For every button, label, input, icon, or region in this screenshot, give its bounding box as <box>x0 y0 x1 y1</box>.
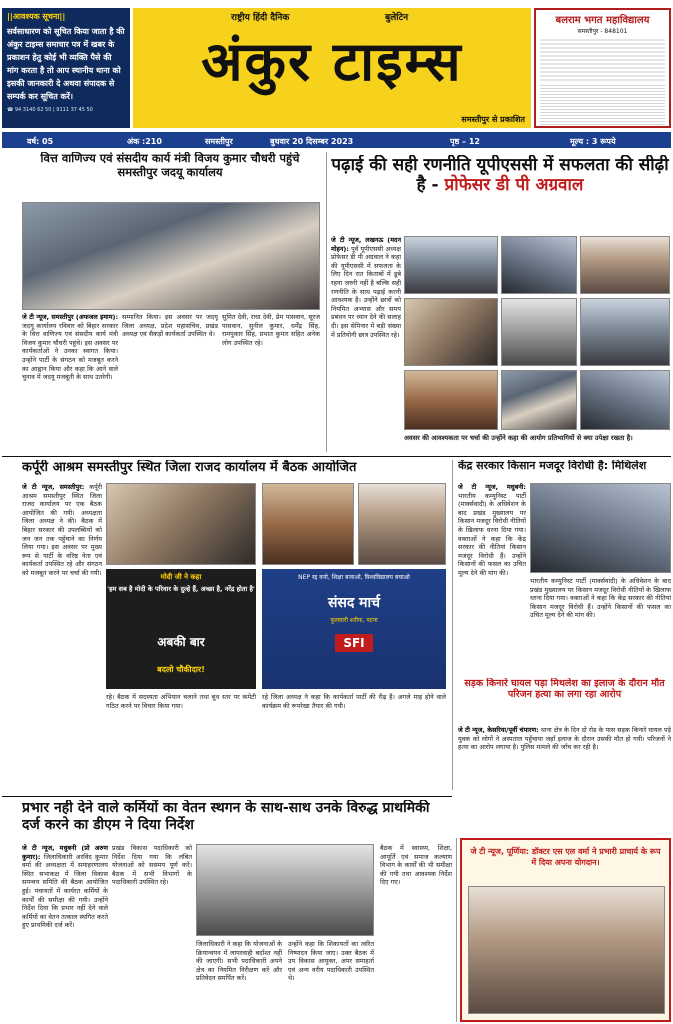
story2-photo <box>580 370 670 430</box>
poster-a-title: मोदी जी ने कहा <box>160 573 202 581</box>
issue-date: बुधवार 20 दिसम्बर 2023 <box>270 137 354 146</box>
story1-dateline: जे टी न्यूज, समस्तीपुर (अफजल इमाम): <box>22 313 118 321</box>
ad-text-block <box>540 85 665 125</box>
story4-headline: केंद्र सरकार किसान मजदूर विरोधी है: मिथिलेश <box>458 460 647 472</box>
ad-title: बलराम भगत महाविद्यालय <box>555 15 650 26</box>
story6-column-3: जिलाधिकारी ने कहा कि योजनाओं के क्रियान्वयन में लापरवाही बर्दाश्त नहीं की जाएगी। सभी पदाधिकारी अपने क्षेत्र का नियमित निरीक्षण करें और प्रतिवेदन समर्पित करें। <box>196 940 282 983</box>
story3-photo <box>106 483 256 565</box>
story2-photo <box>404 298 498 366</box>
notice-title: ||आवश्यक सूचना|| <box>7 12 66 21</box>
story2-headline-main: पढ़ाई की सही रणनीति यूपीएससी में सफलता की सीढ़ी है - <box>331 155 669 196</box>
info-bar <box>2 132 671 148</box>
story2-headline-red: प्रोफेसर डी पी अग्रवाल <box>444 175 584 196</box>
college-ad <box>534 8 671 128</box>
story2-photo <box>580 236 670 294</box>
ad-subtitle: समस्तीपुर - 848101 <box>577 28 628 35</box>
story4-column-2: भारतीय कम्युनिस्ट पार्टी (मार्क्सवादी) के अधिवेशन के बाद प्रखंड मुख्यालय पर किसान मजदूर विरोधी नीतियों के खिलाफ धरना दिया गया। वक्ताओं ने कहा कि केंद्र सरकार की नीतियां किसान मजदूर विरोधी हैं। उन्होंने किसानों की फसल का उचित मूल्य देने की मांग की। <box>530 577 671 620</box>
story4-photo <box>530 483 671 573</box>
poster-a-main: अबकी बार <box>157 635 205 649</box>
story2-photo <box>501 370 577 430</box>
story6-body: जिलाधिकारी अरविंद कुमार वर्मा की अध्यक्षता में समाहरणालय स्थित सभाकक्ष में जिला विकास समन्वय समिति की बैठक आयोजित हुई। पंचायतों में कार्यरत कर्मियों के कार्यों की समीक्षा की गयी। उन्होंने निर्देश दिया कि प्रभार नहीं देने वाले कर्मियों का वेतन तत्काल स्थगित करते हुए प्राथमिकी दर्ज करें। <box>22 852 108 930</box>
story1-body: जदयू कार्यालय रविवार को बिहार सरकार के वित्त वाणिज्य एवं संसदीय कार्य मंत्री विजय कुमार चौधरी पहुंचे। इस अवसर पर कार्यकर्ताओं ने उनका स्वागत किया। उन्होंने पार्टी के संगठन को मजबूत करने का आह्वान किया और कहा कि आने वाले चुनाव में जदयू मजबूती के साथ उतरेगी। <box>22 321 118 382</box>
story6-column-5: बैठक में स्वास्थ्य, शिक्षा, आपूर्ति एवं समाज कल्याण विभाग के कार्यों की भी समीक्षा की गयी तथा आवश्यक निर्देश दिए गए। <box>380 844 452 887</box>
poster-modi <box>106 569 256 689</box>
story5-dateline: जे टी न्यूज, केसरिया/पूर्वी चंपारण: <box>458 726 539 734</box>
story3-column-3: रहे जिला अध्यक्ष ने कहा कि कार्यकर्ता पार्टी की रीढ़ हैं। अगले माह होने वाले कार्यक्रम की रूपरेखा तैयार की गयी। <box>262 693 446 710</box>
story3-column-2: रहे। बैठक में सदस्यता अभियान चलाने तथा बूथ स्तर पर कमेटी गठित करने पर विचार किया गया। <box>106 693 256 710</box>
poster-a-subtitle: 'हम सब है मोदी के परिवार के दुल्हे हैं, अच्छा है, नरेंद्र होता है' <box>107 585 255 593</box>
story1-column-1 <box>22 313 118 455</box>
poster-b-logo: SFI <box>335 634 372 652</box>
story6-dateline: जे टी न्यूज, मधुबनी (प्रो अरुण कुमार): <box>22 844 108 861</box>
story2-photo <box>501 298 577 366</box>
story1-column-2: सम्मानित किया। इस अवसर पर जदयू जिला अध्यक्ष, प्रदेश महासचिव, प्रखंड अध्यक्ष एवं सैकड़ों कार्यकर्ता उपस्थित थे। <box>122 313 218 339</box>
story2-caption: अवसर की आवश्यकता पर चर्चा की उन्होंने कहा की आयोग प्रतिभागियों से क्या उपेक्षा रखता है। <box>404 434 633 442</box>
story1-column-3: सुमित देवी, राधा देवी, प्रेम पासवान, सूरज पासवान, सुनील कुमार, धर्मेंद्र सिंह, रामपुकार सिंह, प्रभात कुमार सहित अनेक लोग उपस्थित रहे। <box>222 313 320 347</box>
story2-photo <box>501 236 577 294</box>
divider <box>2 456 671 457</box>
story3-photo <box>262 483 354 565</box>
masthead-bulletin: बुलेटिन <box>385 13 409 23</box>
story5-headline: सड़क किनारे घायल पड़ा मिथलेश का इलाज के दौरान मौत परिजन हत्या का लगा रहा आरोप <box>464 678 665 701</box>
published-from: समस्तीपुर से प्रकाशित <box>461 115 525 124</box>
story5-column <box>458 726 671 834</box>
page-count: पृष्ठ – 12 <box>450 137 480 146</box>
story2-photo <box>580 298 670 366</box>
city-name: समस्तीपुर <box>205 137 233 146</box>
story2-body: पूर्व यूपीएससी अध्यक्ष प्रोफेसर डी पी अग्रवाल ने कहा की यूपीएससी में सफलता के लिए दिन रात किताबों में डूबे रहना जरुरी नहीं है बल्कि सही रणनीति के साथ पढ़ाई करनी आवश्यक है। उन्होंने छात्रों को नियमित अभ्यास और समय प्रबंधन पर ध्यान देने की सलाह दी। इस सेमिनार में बड़ी संख्या में प्रतियोगी छात्र उपस्थित रहे। <box>331 244 401 339</box>
story6-column-2: प्रखंड विकास पदाधिकारी को निर्देश दिया गया कि लंबित योजनाओं को ससमय पूर्ण करें। बैठक में सभी विभागों के पदाधिकारी उपस्थित रहे। <box>112 844 192 887</box>
story6-headline: प्रभार नही देने वाले कर्मियों का वेतन स्थगन के साथ-साथ उनके विरुद्ध प्राथमिकी दर्ज करने का डीएम ने दिया निर्देश <box>22 800 430 833</box>
poster-a-footer: बदलो चौकीदार! <box>157 665 205 674</box>
poster-b-subtitle: फुलवारी शरीफ, पटना <box>330 617 378 624</box>
story6-column-4: उन्होंने कहा कि शिकायतों का त्वरित निष्पादन किया जाए। उक्त बैठक में उप विकास आयुक्त, अपर समाहर्ता एवं अन्य वरीय पदाधिकारी उपस्थित थे। <box>288 940 374 983</box>
story4-body: भारतीय कम्युनिस्ट पार्टी (मार्क्सवादी) के अधिवेशन के बाद प्रखंड मुख्यालय पर किसान मजदूर विरोधी नीतियों के खिलाफ धरना दिया गया। वक्ताओं ने कहा कि केंद्र सरकार की नीतियां किसान मजदूर विरोधी हैं। उन्होंने किसानों की फसल का उचित मूल्य देने की मांग की। <box>458 491 526 577</box>
price: मूल्य : 3 रूपये <box>570 137 616 146</box>
story3-headline: कर्पूरी आश्रम समस्तीपुर स्थित जिला राजद कार्यालय में बैठक आयोजित <box>22 460 357 475</box>
notice-phones: ☎ 94 3140 62 50 | 9111 37 45 50 <box>7 107 93 113</box>
story2-column <box>331 236 401 436</box>
appointment-caption: जे टी न्यूज, पूर्णिया: डॉक्टर एस एल वर्मा ने प्रभारी प्राचार्य के रूप में दिया अपना योगदान। <box>470 847 661 867</box>
story2-photo <box>404 370 498 430</box>
appointment-box <box>460 838 671 1022</box>
issue-number: अंक :210 <box>127 137 162 146</box>
newspaper-title: अंकुर टाइम्स <box>201 29 463 93</box>
story4-column <box>458 483 526 673</box>
divider <box>452 460 453 790</box>
story1-headline: वित्त वाणिज्य एवं संसदीय कार्य मंत्री विजय कुमार चौधरी पहुंचे समस्तीपुर जदयू कार्यालय <box>40 152 300 179</box>
story3-photo <box>358 483 446 565</box>
notice-box <box>2 8 130 128</box>
story4-dateline: जे टी न्यूज, मधुबनी: <box>458 483 526 491</box>
story6-column-1 <box>22 844 108 1020</box>
divider <box>326 152 327 452</box>
poster-sansad-march <box>262 569 446 689</box>
story6-photo <box>196 844 374 936</box>
poster-b-title: संसद मार्च <box>327 595 381 611</box>
poster-b-top: NEP रद्द करो, शिक्षा बजाओ, विश्वविद्यालय बचाओ <box>298 574 410 581</box>
story2-photo <box>404 236 498 294</box>
story3-dateline: जे टी न्यूज, समस्तीपुर: <box>22 483 85 491</box>
story5-body: थाना क्षेत्र के दिन दो रोड के पास सड़क किनारे घायल पड़े युवक को लोगों ने अस्पताल पहुँचाया जहाँ इलाज के दौरान उसकी मौत हो गयी। परिजनों ने हत्या का आरोप लगाया है। पुलिस मामले की जाँच कर रही है। <box>458 726 671 752</box>
story3-column-1 <box>22 483 102 793</box>
divider <box>456 838 457 1022</box>
story1-photo <box>22 202 320 310</box>
notice-text: सर्वसाधारण को सूचित किया जाता है की अंकुर टाइम्स समाचार पत्र में खबर के प्रकाशन हेतु कोई भी व्यक्ति पैसे की मांग करता है तो आप स्थानीय थाना को इसकी जानकारी दे अथवा संपादक से सम्पर्क कर सूचित करें। <box>7 27 125 101</box>
appointment-photo <box>468 886 665 1014</box>
story3-body: कर्पूरी आश्रम समस्तीपुर स्थित जिला राजद कार्यालय पर एक बैठक आयोजित की गयी। अध्यक्षता जिला अध्यक्ष ने की। बैठक में बिहार सरकार की उपलब्धियों को जन जन तक पहुँचाने का निर्णय लिया गया। इस अवसर पर मुख्य रूप से पार्टी के वरिष्ठ नेता एवं कार्यकर्ता उपस्थित रहे और संगठन को मजबूत करने पर चर्चा की गयी। <box>22 483 102 577</box>
volume-year: वर्ष: 05 <box>27 137 54 146</box>
ad-text-block <box>540 39 665 81</box>
masthead <box>133 8 531 128</box>
masthead-tagline: राष्ट्रीय हिंदी दैनिक <box>231 13 290 23</box>
divider <box>2 796 452 797</box>
story2-dateline: जे टी न्यूज, लखनऊ (मदन मोहन): <box>331 236 401 253</box>
story2-headline <box>330 155 670 233</box>
